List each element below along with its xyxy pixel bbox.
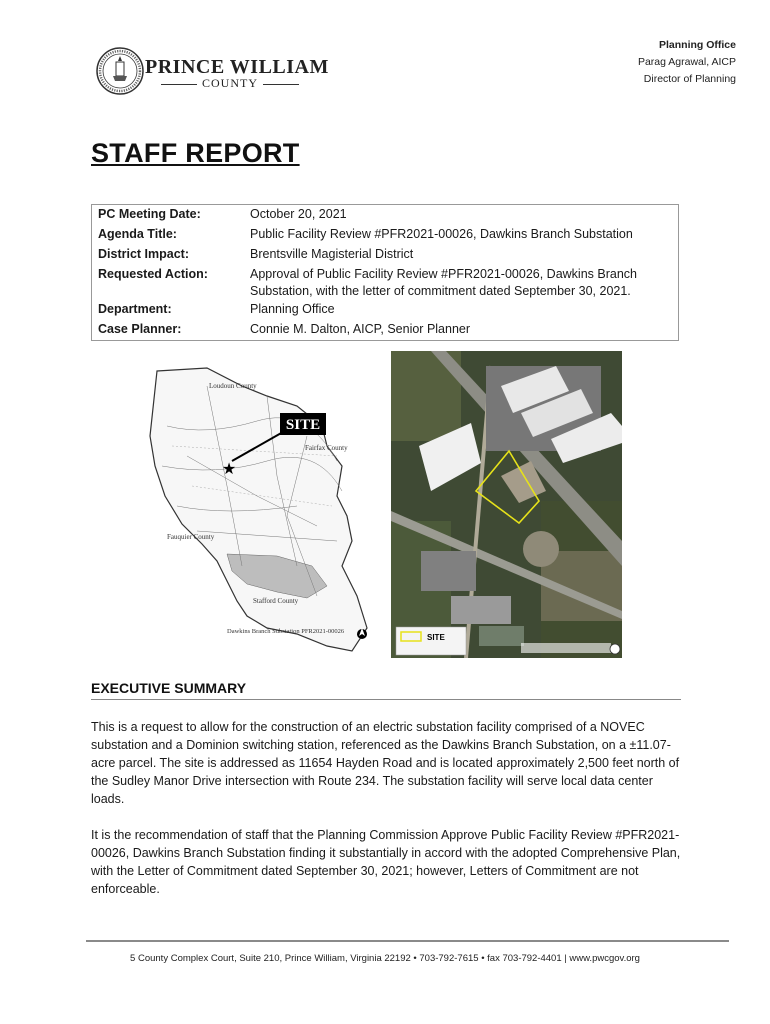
- fairfax-label: Fairfax County: [305, 444, 348, 452]
- director-title: Director of Planning: [643, 73, 736, 85]
- page-title: STAFF REPORT: [91, 138, 300, 168]
- info-value: October 20, 2021: [250, 207, 347, 221]
- aerial-legend-label: SITE: [427, 633, 445, 642]
- report-info-table: [91, 204, 679, 341]
- executive-summary-heading: EXECUTIVE SUMMARY: [91, 680, 247, 696]
- info-label: Requested Action:: [98, 267, 208, 281]
- aerial-site-map: [391, 351, 622, 658]
- location-map-caption: Dawkins Branch Substation PFR2021-00026: [227, 628, 345, 635]
- footer-contact: 5 County Complex Court, Suite 210, Prince William, Virginia 22192 • 703-792-7615 • fax 703-792-4401 | www.pwcgov.org: [130, 953, 640, 964]
- summary-paragraph-1: This is a request to allow for the construction of an electric substation facility comprised of a NOVEC substation and a Dominion switching station, referenced as the Dawkins Branch Substation, on a ±11.07-acre parcel. The site is addressed as 11654 Hayden Road and is located approximately 2,500 feet north of the Sudley Manor Drive intersection with Route 234. The substation facility will serve local data center loads.: [91, 720, 680, 806]
- info-value: Approval of Public Facility Review #PFR2021-00026, Dawkins Branch Substation, with the letter of commitment dated September 30, 2021.: [250, 267, 637, 298]
- aerial-north-arrow-icon: [610, 644, 620, 654]
- info-label: Case Planner:: [98, 322, 182, 336]
- site-callout-label: SITE: [285, 417, 321, 433]
- office-block: [638, 37, 736, 88]
- info-value: Brentsville Magisterial District: [250, 247, 414, 261]
- loudoun-label: Loudoun County: [209, 382, 257, 390]
- info-label: PC Meeting Date:: [98, 207, 201, 221]
- footer-divider: [86, 940, 729, 942]
- site-star-icon: ★: [221, 459, 237, 478]
- info-value: Connie M. Dalton, AICP, Senior Planner: [250, 322, 471, 336]
- fauquier-label: Fauquier County: [167, 533, 215, 541]
- county-subtitle: COUNTY: [145, 76, 315, 91]
- info-value: Public Facility Review #PFR2021-00026, Dawkins Branch Substation: [250, 227, 633, 241]
- section-divider: [91, 699, 681, 700]
- director-name: Parag Agrawal, AICP: [637, 56, 736, 68]
- info-value: Planning Office: [250, 302, 335, 316]
- stafford-label: Stafford County: [253, 597, 299, 605]
- info-label: District Impact:: [98, 247, 189, 261]
- info-label: Department:: [98, 302, 172, 316]
- summary-paragraph-2: It is the recommendation of staff that the Planning Commission Approve Public Facility Review #PFR2021-00026, Dawkins Branch Substation finding it substantially in accord with the adopted Comprehensive Plan, with the Letter of Commitment dated September 30, 2021; however, Letters of Commitment are not enforceable.: [91, 828, 681, 896]
- county-location-map: [147, 366, 372, 658]
- county-name: PRINCE WILLIAM: [145, 56, 329, 78]
- county-seal-logo: [95, 46, 145, 96]
- office-name: Planning Office: [658, 39, 736, 51]
- info-label: Agenda Title:: [98, 227, 177, 241]
